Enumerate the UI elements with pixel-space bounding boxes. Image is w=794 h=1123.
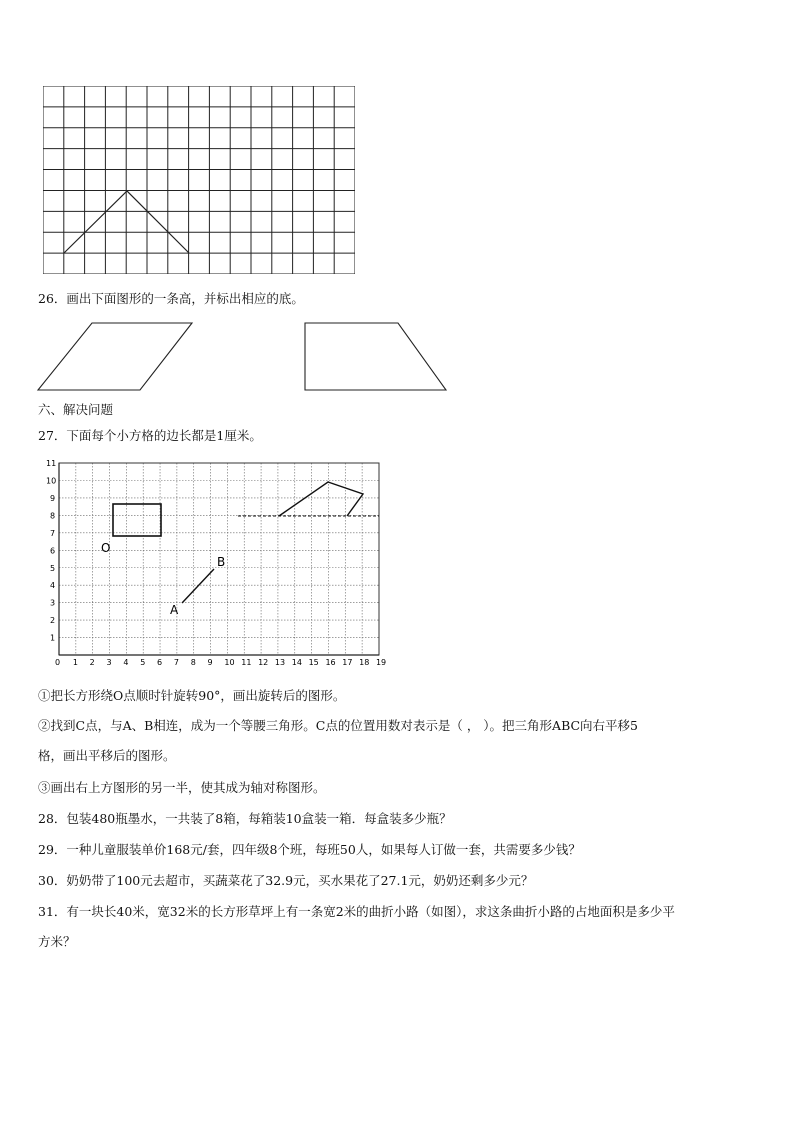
y-tick-label: 9 bbox=[50, 493, 56, 503]
x-tick-label: 18 bbox=[359, 658, 370, 667]
y-tick-label: 11 bbox=[46, 460, 57, 469]
label-A: A bbox=[170, 603, 179, 617]
square-grid-with-triangle bbox=[43, 86, 355, 274]
x-tick-label: 12 bbox=[258, 658, 269, 667]
x-tick-label: 7 bbox=[173, 658, 179, 667]
x-tick-label: 3 bbox=[106, 658, 112, 667]
question-31-line2: 方米？ bbox=[38, 934, 76, 949]
coordinate-grid bbox=[38, 460, 396, 668]
question-29: 29．一种儿童服装单价168元/套，四年级8个班，每班50人，如果每人订做一套，共需要多少钱？ bbox=[38, 842, 581, 857]
y-tick-label: 8 bbox=[50, 511, 56, 521]
q27-sub1: ①把长方形绕O点顺时针旋转90°，画出旋转后的图形。 bbox=[38, 688, 346, 703]
x-tick-label: 11 bbox=[241, 658, 252, 667]
y-tick-label: 6 bbox=[50, 546, 56, 556]
x-tick-label: 15 bbox=[308, 658, 319, 667]
y-tick-label: 1 bbox=[50, 633, 56, 643]
trapezoid-shape bbox=[305, 323, 446, 390]
y-tick-label: 2 bbox=[50, 616, 56, 626]
question-31-line1: 31．有一块长40米，宽32米的长方形草坪上有一条宽2米的曲折小路（如图），求这条曲折小路的占地面积是多少平 bbox=[38, 904, 675, 919]
x-tick-label: 19 bbox=[375, 658, 387, 667]
y-tick-label: 7 bbox=[50, 528, 56, 538]
x-tick-label: 13 bbox=[274, 658, 286, 667]
x-tick-label: 10 bbox=[224, 658, 235, 667]
segment-AB bbox=[182, 569, 214, 603]
question-30: 30．奶奶带了100元去超市，买蔬菜花了32.9元，买水果花了27.1元，奶奶还剩多少元？ bbox=[38, 873, 534, 888]
label-O: O bbox=[101, 541, 111, 555]
question-27: 27．下面每个小方格的边长都是1厘米。 bbox=[38, 428, 262, 443]
x-tick-label: 8 bbox=[190, 658, 196, 667]
x-tick-label: 2 bbox=[89, 658, 95, 667]
x-tick-label: 6 bbox=[157, 658, 163, 667]
x-tick-label: 16 bbox=[325, 658, 336, 667]
y-tick-label: 3 bbox=[50, 598, 56, 608]
q27-sub2-line2: 格，画出平移后的图形。 bbox=[38, 748, 176, 763]
q26-shapes bbox=[30, 318, 460, 396]
section-title: 六、解决问题 bbox=[38, 402, 114, 417]
question-28: 28．包装480瓶墨水，一共装了8箱，每箱装10盒装一箱．每盒装多少瓶？ bbox=[38, 811, 452, 826]
label-B: B bbox=[217, 555, 226, 569]
x-tick-label: 14 bbox=[291, 658, 302, 667]
x-tick-label: 5 bbox=[140, 658, 146, 667]
y-tick-label: 5 bbox=[50, 563, 56, 573]
y-tick-label: 10 bbox=[46, 476, 57, 486]
q27-sub2-line1: ②找到C点，与A、B相连，成为一个等腰三角形。C点的位置用数对表示是（ ， ）。把三角形ABC向右平移5 bbox=[38, 718, 639, 733]
y-tick-label: 4 bbox=[50, 581, 56, 591]
x-tick-label: 9 bbox=[207, 658, 213, 667]
rectangle-shape bbox=[113, 504, 161, 536]
parallelogram-shape bbox=[38, 323, 192, 390]
x-tick-label: 17 bbox=[342, 658, 353, 667]
question-26: 26．画出下面图形的一条高，并标出相应的底。 bbox=[38, 291, 304, 306]
x-tick-label: 4 bbox=[123, 658, 129, 667]
q27-sub3: ③画出右上方图形的另一半，使其成为轴对称图形。 bbox=[38, 780, 326, 795]
x-tick-label: 1 bbox=[72, 658, 78, 667]
x-tick-label: 0 bbox=[55, 658, 61, 667]
half-shape bbox=[279, 482, 363, 516]
